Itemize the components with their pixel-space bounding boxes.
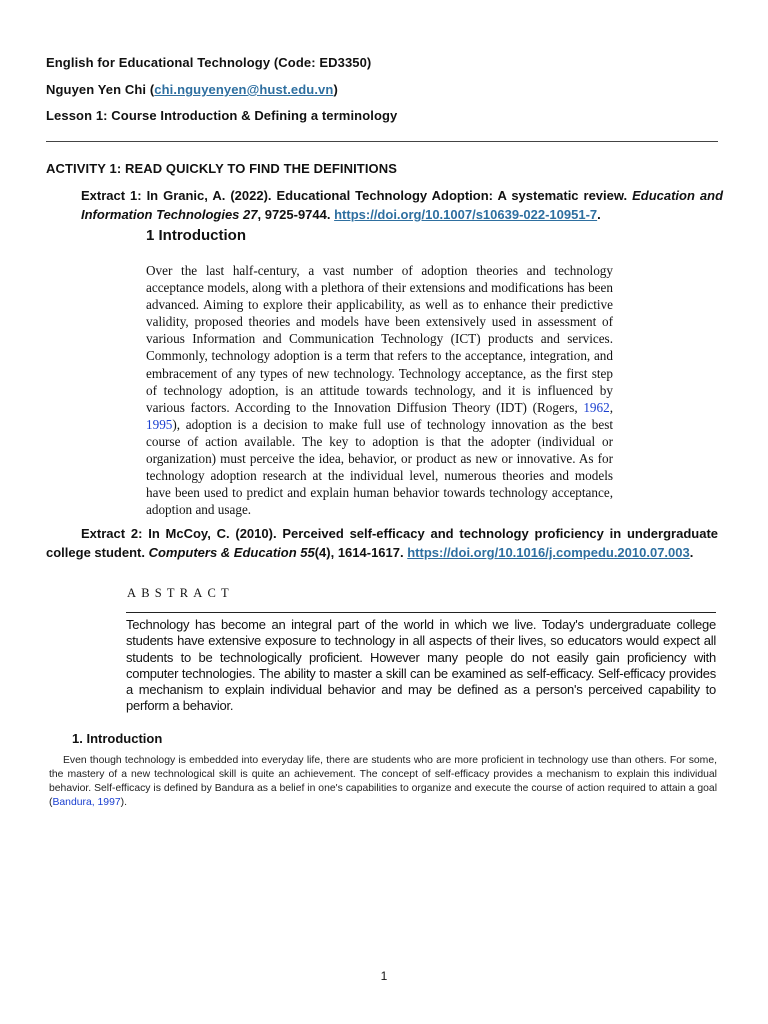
extract-2-doi-link[interactable]: https://doi.org/10.1016/j.compedu.2010.07.003 — [407, 545, 690, 560]
activity-title: ACTIVITY 1: READ QUICKLY TO FIND THE DEFINITIONS — [46, 161, 398, 176]
extract-2-intro-heading: 1. Introduction — [72, 731, 163, 746]
extract-2-end: . — [689, 545, 694, 560]
author-name: Nguyen Yen Chi ( — [46, 82, 155, 97]
author-line — [46, 82, 338, 97]
ref-separator: , — [609, 399, 613, 415]
extract-1-citation-text: Extract 1: In Granic, A. (2022). Educational Technology Adoption: A systematic review. — [81, 188, 633, 203]
course-title: English for Educational Technology (Code: ED3350) — [46, 55, 372, 70]
author-close: ) — [333, 82, 338, 97]
abstract-body: Technology has become an integral part of the world in which we live. Today's undergraduate college students have extensive exposure to technology in all aspects of their lives, so educators would expect all students to be technologically proficient. However many people do not easily gain proficiency with computer technologies. The ability to master a skill can be examined as self-efficacy. Self-efficacy provides a mechanism to explain individual behavior and may be defined as a person's perceived capability to perform a behavior. — [126, 617, 716, 714]
extract-1-doi-link[interactable]: https://doi.org/10.1007/s10639-022-10951-7 — [334, 207, 598, 222]
extract-1-body-after: ), adoption is a decision to make full use of technology innovation as the best course of action available. The key to adoption is that the adopter (individual or organization) must perceive the idea, behavior, or product as new or innovative. As for technology adoption research at the individual level, numerous theories and models have been used to predict and explain human behavior towards technology acceptance, adoption and usage. — [146, 416, 613, 518]
header-divider — [46, 141, 718, 142]
author-email-link[interactable]: chi.nguyenyen@hust.edu.vn — [154, 82, 334, 97]
extract-2-citation-text: Extract 2: In McCoy, C. (2010). Perceived self-efficacy and technology proficiency in undergraduate college student. — [46, 526, 718, 560]
extract-1-citation — [81, 186, 723, 224]
bandura-1997-ref[interactable]: Bandura, 1997 — [52, 797, 121, 808]
extract-1-body-before: Over the last half-century, a vast number of adoption theories and technology acceptance models, along with a plethora of their extensions and modifications has been advanced. Aiming to explore their applicability, as well as to enhance their predictive validity, proposed theories and models have been extensively used in assessment of various Information and Communication Technology (ICT) products and services. Commonly, technology adoption is a term that refers to the acceptance, integration, and embracement of any types of new technology. Technology acceptance, as the first step of technology adoption, is an attitude towards technology, and it is influenced by various factors. According to the Innovation Diffusion Theory (IDT) (Rogers, — [146, 263, 613, 415]
extract-1-body — [146, 262, 613, 518]
extract-2-intro-body — [49, 754, 717, 810]
abstract-rule — [126, 612, 716, 613]
extract-2-journal: Computers & Education 55 — [148, 545, 315, 560]
extract-1-journal: Education and Information Technologies 27 — [81, 188, 724, 222]
extract-2-intro-after: ). — [120, 797, 128, 808]
rogers-1995-ref[interactable]: 1995 — [146, 416, 173, 432]
lesson-title: Lesson 1: Course Introduction & Defining a terminology — [46, 108, 398, 123]
extract-1-end: . — [597, 207, 601, 222]
page-number: 1 — [380, 969, 388, 983]
rogers-1962-ref[interactable]: 1962 — [583, 399, 610, 415]
extract-1-section-heading: 1 Introduction — [146, 227, 246, 244]
extract-2-pages: (4), 1614-1617. — [314, 545, 408, 560]
extract-2-citation — [46, 524, 718, 562]
abstract-heading: ABSTRACT — [127, 586, 234, 600]
extract-1-pages: , 9725-9744. — [257, 207, 335, 222]
extract-2-intro-before: Even though technology is embedded into everyday life, there are students who are more proficient in technology use than others. For some, the mastery of a new technological skill is quite an achievement. The concept of self-efficacy provides a mechanism to explain this individual behavior. Self-efficacy is defined by Bandura as a belief in one's capabilities to organize and execute the course of action required to attain a goal ( — [49, 755, 717, 808]
